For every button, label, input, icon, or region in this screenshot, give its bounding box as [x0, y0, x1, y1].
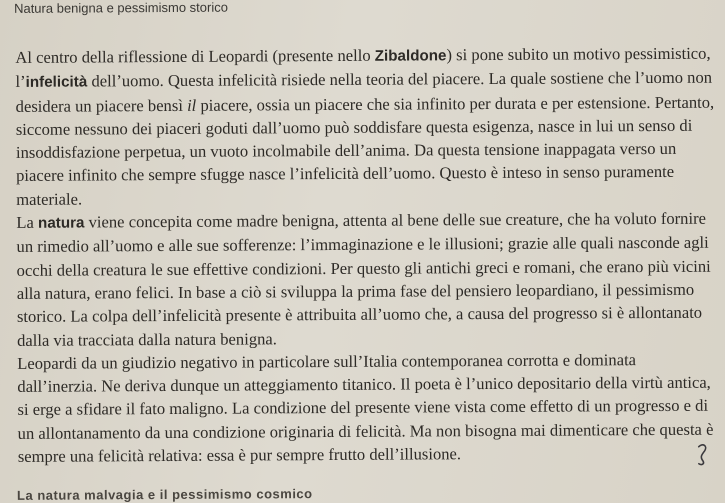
text-run: piacere, ossia un piacere che sia infinito per durata e per estensione. Pertanto, siccome nessuno dei piaceri goduti dall’uomo può soddisfare questa esigenza, nasce in lui un senso di insoddisfazione perpetua, un vuoto incolmabile dell’anima. Da questa tensione inappagata verso un piacere infinito che sempre sfugge nasce l’infelicità dell’uomo. Questo è inteso in senso puramente materiale.: [15, 92, 715, 209]
italic-term-il: il: [186, 95, 197, 115]
text-run: ) si pone subito un motivo pessimistico, l’: [15, 43, 711, 92]
text-run: La: [16, 212, 39, 232]
text-run: dell’uomo. Questa infelicità risiede nella teoria del piacere. La quale sostiene che l’uomo non desidera un piacere bensì: [15, 67, 713, 116]
bold-term-infelicita: infelicità: [25, 73, 88, 92]
handwritten-mark-icon: [696, 443, 710, 467]
text-run: viene concepita come madre benigna, attenta al bene delle sue creature, che ha voluto fornire un rimedio all’uomo e alle sue sofferenze: l’immaginazione e le illusioni; grazie alle quali nasconde agli occhi della creatura le sue effettive condizioni. Per questo gli antichi greci e romani, che erano più vicini alla natura, erano felici. In base a ciò si sviluppa la prima fase del pensiero leopardiano, il pessimismo storico. La colpa dell’infelicità presente è attribuita all’uomo che, a causa del progresso si è allontanato dalla via tracciata dalla natura benigna.: [16, 208, 711, 350]
bold-term-zibaldone: Zibaldone: [374, 47, 447, 65]
bold-term-natura: natura: [37, 214, 85, 232]
section-title: Natura benigna e pessimismo storico: [14, 0, 228, 16]
next-section-title: La natura malvagia e il pessimismo cosmico: [16, 486, 313, 503]
body-text: [15, 42, 718, 469]
text-run: Al centro della riflessione di Leopardi (presente nello: [15, 45, 375, 67]
paragraph-natura: [16, 207, 717, 352]
paragraph-infelicita: [15, 42, 716, 211]
paragraph-titanismo: Leopardi da un giudizio negativo in particolare sull’Italia contemporanea corrotta e dominata dall’inerzia. Ne deriva dunque un atteggiamento titanico. Il poeta è l’unico depositario della virtù antica, si erge a sfidare il fato maligno. La condizione del presente viene vista come effetto di un progresso e di un allontanamento da una condizione originaria di felicità. Ma non bisogna mai dimenticare che questa è sempre una felicità relativa: essa è pur sempre frutto dell’illusione.: [17, 349, 714, 466]
